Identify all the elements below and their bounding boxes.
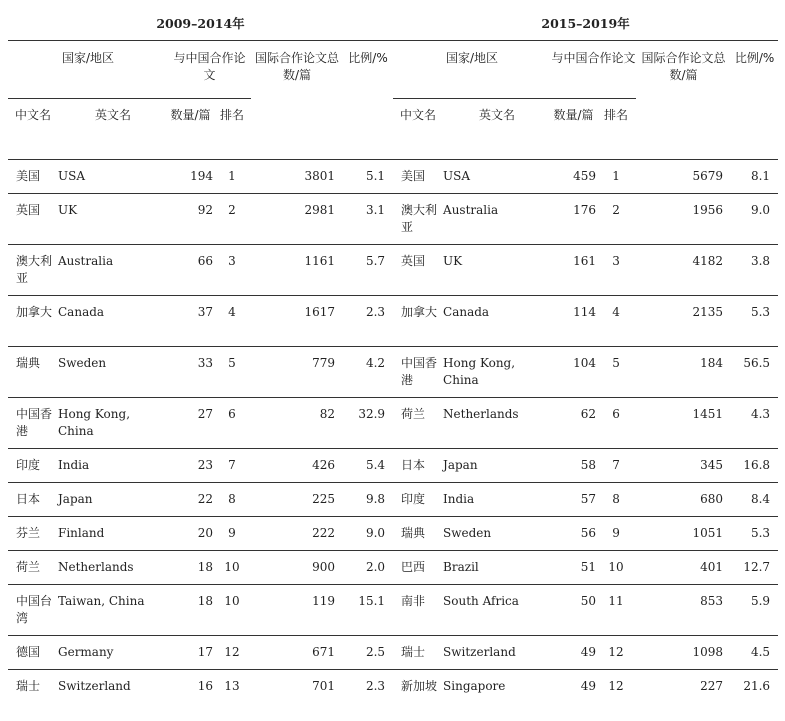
- ratio-right: 12.7: [731, 551, 778, 585]
- coop-rank-right: 12: [596, 636, 636, 670]
- period-left: 2009–2014年: [156, 15, 245, 31]
- coop-rank-left: 2: [213, 194, 251, 245]
- country-cn-right: 印度: [393, 483, 443, 517]
- intl-total-right: 184: [636, 347, 731, 398]
- ratio-left: 32.9: [343, 398, 393, 449]
- hdr-cn-right: 中文名: [393, 99, 443, 160]
- table-row: [8, 551, 778, 585]
- coop-count-left: 66: [168, 245, 213, 296]
- hdr-coop-right: 与中国合作论文: [551, 41, 636, 99]
- coop-rank-right: 6: [596, 398, 636, 449]
- ratio-left: 2.3: [343, 670, 393, 721]
- ratio-right: 5.3: [731, 296, 778, 347]
- intl-total-right: 345: [636, 449, 731, 483]
- ratio-right: 5.3: [731, 517, 778, 551]
- coop-rank-right: 10: [596, 551, 636, 585]
- coop-count-right: 57: [551, 483, 596, 517]
- country-en-left: Switzerland: [58, 670, 168, 721]
- country-en-right: Japan: [443, 449, 551, 483]
- country-en-left: Finland: [58, 517, 168, 551]
- ratio-right: 16.8: [731, 449, 778, 483]
- hdr-en-left: 英文名: [58, 99, 168, 160]
- coop-rank-right: 7: [596, 449, 636, 483]
- country-en-right: USA: [443, 160, 551, 194]
- intl-total-right: 680: [636, 483, 731, 517]
- table-row: [8, 160, 778, 194]
- country-en-left: Australia: [58, 245, 168, 296]
- ratio-left: 3.1: [343, 194, 393, 245]
- country-cn-left: 日本: [8, 483, 58, 517]
- country-cn-left: 瑞典: [8, 347, 58, 398]
- table-body: [8, 160, 778, 721]
- coop-count-right: 161: [551, 245, 596, 296]
- intl-total-right: 227: [636, 670, 731, 721]
- coop-count-left: 37: [168, 296, 213, 347]
- country-cn-left: 印度: [8, 449, 58, 483]
- intl-total-left: 900: [251, 551, 343, 585]
- coop-rank-left: 13: [213, 670, 251, 721]
- ratio-left: 2.0: [343, 551, 393, 585]
- country-cn-right: 日本: [393, 449, 443, 483]
- country-cn-left: 澳大利亚: [8, 245, 58, 296]
- table-row: [8, 347, 778, 398]
- ratio-right: 5.9: [731, 585, 778, 636]
- coop-rank-left: 5: [213, 347, 251, 398]
- country-en-right: Singapore: [443, 670, 551, 721]
- coop-rank-right: 12: [596, 670, 636, 721]
- country-cn-left: 瑞士: [8, 670, 58, 721]
- coop-count-right: 49: [551, 670, 596, 721]
- ratio-right: 4.5: [731, 636, 778, 670]
- ratio-right: 9.0: [731, 194, 778, 245]
- country-en-right: India: [443, 483, 551, 517]
- country-cn-left: 美国: [8, 160, 58, 194]
- coop-count-right: 114: [551, 296, 596, 347]
- table-row: [8, 670, 778, 721]
- country-cn-left: 德国: [8, 636, 58, 670]
- table-row: [8, 517, 778, 551]
- country-cn-left: 中国香港: [8, 398, 58, 449]
- ratio-right: 21.6: [731, 670, 778, 721]
- country-cn-right: 瑞典: [393, 517, 443, 551]
- country-en-right: South Africa: [443, 585, 551, 636]
- hdr-country-right: 国家/地区: [393, 41, 551, 99]
- country-cn-left: 荷兰: [8, 551, 58, 585]
- coop-rank-left: 10: [213, 551, 251, 585]
- country-cn-right: 南非: [393, 585, 443, 636]
- country-en-left: Netherlands: [58, 551, 168, 585]
- coop-count-left: 194: [168, 160, 213, 194]
- country-en-right: Sweden: [443, 517, 551, 551]
- country-en-left: USA: [58, 160, 168, 194]
- intl-total-left: 1617: [251, 296, 343, 347]
- ratio-left: 15.1: [343, 585, 393, 636]
- country-en-left: Japan: [58, 483, 168, 517]
- coop-count-left: 33: [168, 347, 213, 398]
- ratio-left: 5.4: [343, 449, 393, 483]
- country-cn-right: 加拿大: [393, 296, 443, 347]
- hdr-country-left: 国家/地区: [8, 41, 168, 99]
- ratio-right: 8.4: [731, 483, 778, 517]
- ratio-left: 4.2: [343, 347, 393, 398]
- country-en-left: Hong Kong, China: [58, 398, 168, 449]
- hdr-coop-left: 与中国合作论文: [168, 41, 251, 99]
- country-en-right: Brazil: [443, 551, 551, 585]
- coop-count-left: 16: [168, 670, 213, 721]
- coop-rank-right: 11: [596, 585, 636, 636]
- coop-rank-left: 12: [213, 636, 251, 670]
- country-cn-left: 芬兰: [8, 517, 58, 551]
- intl-total-right: 5679: [636, 160, 731, 194]
- country-cn-left: 加拿大: [8, 296, 58, 347]
- coop-rank-right: 2: [596, 194, 636, 245]
- table-row: [8, 585, 778, 636]
- coop-count-right: 62: [551, 398, 596, 449]
- ratio-right: 3.8: [731, 245, 778, 296]
- intl-total-left: 225: [251, 483, 343, 517]
- ratio-left: 5.7: [343, 245, 393, 296]
- coop-count-left: 20: [168, 517, 213, 551]
- coop-rank-left: 3: [213, 245, 251, 296]
- coop-rank-left: 7: [213, 449, 251, 483]
- coop-count-left: 17: [168, 636, 213, 670]
- coop-count-right: 51: [551, 551, 596, 585]
- coop-rank-left: 1: [213, 160, 251, 194]
- intl-total-left: 222: [251, 517, 343, 551]
- country-en-left: Sweden: [58, 347, 168, 398]
- country-cn-right: 中国香港: [393, 347, 443, 398]
- ratio-left: 9.8: [343, 483, 393, 517]
- intl-total-right: 1051: [636, 517, 731, 551]
- period-right: 2015–2019年: [541, 15, 630, 31]
- intl-total-right: 401: [636, 551, 731, 585]
- intl-total-right: 4182: [636, 245, 731, 296]
- intl-total-right: 1451: [636, 398, 731, 449]
- country-en-right: UK: [443, 245, 551, 296]
- table-row: [8, 194, 778, 245]
- country-cn-right: 英国: [393, 245, 443, 296]
- intl-total-left: 3801: [251, 160, 343, 194]
- intl-total-left: 779: [251, 347, 343, 398]
- intl-total-right: 2135: [636, 296, 731, 347]
- cooperation-table: [8, 6, 778, 721]
- country-en-right: Hong Kong, China: [443, 347, 551, 398]
- coop-count-right: 459: [551, 160, 596, 194]
- coop-count-right: 50: [551, 585, 596, 636]
- hdr-count-right: 数量/篇: [551, 99, 596, 160]
- table-row: [8, 636, 778, 670]
- hdr-total-left: 国际合作论文总数/篇: [251, 41, 343, 160]
- coop-rank-right: 5: [596, 347, 636, 398]
- ratio-right: 8.1: [731, 160, 778, 194]
- intl-total-left: 2981: [251, 194, 343, 245]
- intl-total-left: 671: [251, 636, 343, 670]
- intl-total-right: 853: [636, 585, 731, 636]
- coop-count-right: 104: [551, 347, 596, 398]
- hdr-total-right: 国际合作论文总数/篇: [636, 41, 731, 160]
- country-en-left: Taiwan, China: [58, 585, 168, 636]
- table-row: [8, 245, 778, 296]
- ratio-left: 2.5: [343, 636, 393, 670]
- country-cn-right: 瑞士: [393, 636, 443, 670]
- hdr-rank-right: 排名: [596, 99, 636, 160]
- country-en-left: UK: [58, 194, 168, 245]
- hdr-count-left: 数量/篇: [168, 99, 213, 160]
- coop-rank-right: 4: [596, 296, 636, 347]
- coop-count-left: 18: [168, 585, 213, 636]
- country-cn-left: 英国: [8, 194, 58, 245]
- coop-count-left: 23: [168, 449, 213, 483]
- country-en-left: India: [58, 449, 168, 483]
- table-row: [8, 449, 778, 483]
- coop-count-right: 56: [551, 517, 596, 551]
- country-cn-right: 荷兰: [393, 398, 443, 449]
- intl-total-left: 82: [251, 398, 343, 449]
- country-en-right: Netherlands: [443, 398, 551, 449]
- intl-total-right: 1098: [636, 636, 731, 670]
- coop-count-left: 22: [168, 483, 213, 517]
- coop-count-right: 176: [551, 194, 596, 245]
- ratio-left: 9.0: [343, 517, 393, 551]
- intl-total-left: 119: [251, 585, 343, 636]
- coop-rank-left: 10: [213, 585, 251, 636]
- country-cn-right: 巴西: [393, 551, 443, 585]
- coop-count-left: 27: [168, 398, 213, 449]
- ratio-left: 2.3: [343, 296, 393, 347]
- country-cn-left: 中国台湾: [8, 585, 58, 636]
- table-row: [8, 398, 778, 449]
- coop-rank-right: 8: [596, 483, 636, 517]
- ratio-right: 4.3: [731, 398, 778, 449]
- country-cn-right: 新加坡: [393, 670, 443, 721]
- intl-total-left: 426: [251, 449, 343, 483]
- intl-total-left: 701: [251, 670, 343, 721]
- coop-rank-left: 9: [213, 517, 251, 551]
- coop-rank-left: 4: [213, 296, 251, 347]
- country-cn-right: 澳大利亚: [393, 194, 443, 245]
- coop-count-right: 49: [551, 636, 596, 670]
- intl-total-right: 1956: [636, 194, 731, 245]
- country-en-left: Canada: [58, 296, 168, 347]
- ratio-right: 56.5: [731, 347, 778, 398]
- coop-rank-right: 3: [596, 245, 636, 296]
- hdr-rank-left: 排名: [213, 99, 251, 160]
- country-en-right: Switzerland: [443, 636, 551, 670]
- ratio-left: 5.1: [343, 160, 393, 194]
- table-row: [8, 483, 778, 517]
- hdr-ratio-left: 比例/%: [343, 41, 393, 160]
- country-en-right: Canada: [443, 296, 551, 347]
- coop-rank-left: 8: [213, 483, 251, 517]
- intl-total-left: 1161: [251, 245, 343, 296]
- coop-count-right: 58: [551, 449, 596, 483]
- coop-rank-left: 6: [213, 398, 251, 449]
- hdr-cn-left: 中文名: [8, 99, 58, 160]
- table-row: [8, 296, 778, 347]
- hdr-en-right: 英文名: [443, 99, 551, 160]
- coop-count-left: 18: [168, 551, 213, 585]
- country-en-right: Australia: [443, 194, 551, 245]
- country-en-left: Germany: [58, 636, 168, 670]
- coop-count-left: 92: [168, 194, 213, 245]
- hdr-ratio-right: 比例/%: [731, 41, 778, 160]
- coop-rank-right: 9: [596, 517, 636, 551]
- coop-rank-right: 1: [596, 160, 636, 194]
- country-cn-right: 美国: [393, 160, 443, 194]
